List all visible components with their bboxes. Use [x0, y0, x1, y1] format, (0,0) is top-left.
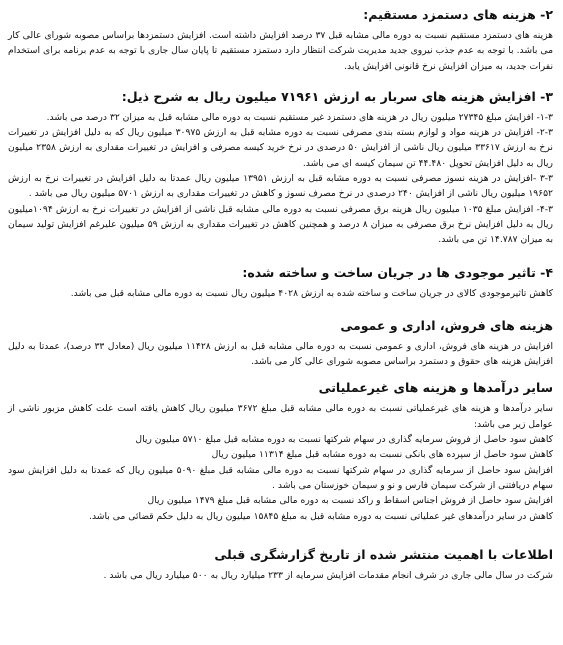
- section-intro: سایر درآمدها و هزینه های غیرعملیاتی نسبت به دوره مالی مشابه قبل مبلغ ۳۶۷۲ میلیون ریال کاهش یافته است علت کاهش مزبور ناشی از عوامل زیر می باشد:: [8, 403, 553, 430]
- non-operating-item: کاهش سود حاصل از فروش سرمایه گذاری در سهام شرکتها نسبت به دوره مشابه قبل مبلغ ۵۷۱۰ میلیون ریال: [135, 434, 553, 446]
- overhead-item: ۱-۳- افزایش مبلغ ۲۷۳۴۵ میلیون ریال در هزینه های دستمزد غیر مستقیم نسبت به دوره مالی مشابه قبل به میزان ۳۲ درصد می باشد.: [46, 111, 553, 123]
- section-heading: هزینه های فروش، اداری و عمومی: [340, 317, 553, 333]
- section-heading: ۴- تاثیر موجودی ها در جریان ساخت و ساخته شده:: [242, 264, 553, 280]
- overhead-item: ۲-۳- افزایش در هزینه مواد و لوازم بسته بندی مصرفی نسبت به دوره مشابه قبل به ارزش ۳۰۹۷۵ میلیون ریال که به دلیل افزایش در تغییرات نرخ به ارزش ۳۳۶۱۷ میلیون ریال ناشی از افزایش ۵۰ درصدی در نرخ خرید کیسه مصرفی و افزایش در تغییرات مقداری به ارزش ۲۳۵۸ میلیون ریال به دلیل افزایش تحویل ۴۴.۴۸۰ تن سیمان کیسه ای می باشد.: [8, 127, 553, 169]
- section-heading: اطلاعات با اهمیت منتشر شده از تاریخ گزارشگری قبلی: [214, 546, 553, 562]
- section-non-operating: [8, 379, 553, 523]
- overhead-item: ۴-۳- افزایش مبلغ ۱۰۳۵ میلیون ریال هزینه برق مصرفی نسبت به دوره مالی مشابه قبل ناشی از افزایش در تغییرات نرخ به ارزش ۱۰۹۴میلیون ریال به دلیل افزایش نرخ برق مصرفی به میزان ۸ درصد و همچنین کاهش در تغییرات مقداری به ارزش ۵۹ میلیون علیرغم افزایش تولید سیمان به میزان ۱۴.۷۸۷ تن می باشد.: [8, 203, 553, 246]
- non-operating-item: افزایش سود حاصل از سرمایه گذاری در سهام شرکتها نسبت به دوره مالی مشابه قبل مبلغ ۵۰۹۰ میلیون ریال که عمدتا به دلیل افزایش سود سهام دریافتنی از شرکت سیمان فارس و نو و سیمان خوزستان می باشد .: [8, 464, 553, 491]
- section-body: شرکت در سال مالی جاری در شرف انجام مقدمات افزایش سرمایه از ۲۳۳ میلیارد ریال به ۵۰۰ میلیارد ریال می باشد .: [103, 569, 553, 581]
- overhead-item: ۳-۳ -افزایش در هزینه نسوز مصرفی نسبت به دوره مشابه قبل به ارزش ۱۳۹۵۱ میلیون ریال عمدتا به دلیل افزایش در تغییرات نرخ به ارزش ۱۹۶۵۲ میلیون ریال ناشی از افزایش ۲۴۰ درصدی در نرخ مصرف نسوز و کاهش در تغییرات مقداری به ارزش ۵۷۰۱ میلیون ریال می باشد .: [8, 173, 553, 200]
- section-sga-expenses: [8, 317, 553, 370]
- section-heading: سایر درآمدها و هزینه های غیرعملیاتی: [318, 380, 553, 396]
- section-material-info: [8, 546, 553, 583]
- section-body: افزایش در هزینه های فروش، اداری و عمومی نسبت به دوره مالی مشابه قبل به ارزش ۱۱۴۲۸ میلیون ریال (معادل ۳۳ درصد)، عمدتا به دلیل افزایش هزینه های حقوق و دستمزد براساس مصوبه شورای عالی کار می باشد.: [8, 340, 554, 368]
- non-operating-item: افزایش سود حاصل از فروش اجناس اسقاط و راکد نسبت به دوره مالی مشابه قبل مبلغ ۱۴۷۹ میلیون ریال: [147, 495, 553, 507]
- section-body: کاهش تاثیرموجودی کالای در جریان ساخت و ساخته شده به ارزش ۴۰۲۸ میلیون ریال نسبت به دوره مالی مشابه قبل می باشد.: [70, 287, 553, 299]
- section-heading: ۲- هزینه های دستمزد مستقیم:: [363, 7, 553, 22]
- non-operating-item: کاهش سود حاصل از سپرده های بانکی نسبت به دوره مشابه قبل مبلغ ۱۱۳۱۴ میلیون ریال: [211, 449, 553, 461]
- section-body: هزینه های دستمزد مستقیم نسبت به دوره مالی مشابه قبل ۳۷ درصد افزایش داشته است. افزایش دستمزدها براساس مصوبه شورای عالی کار می باشد. با توجه به عدم جذب نیروی جدید مدیریت شرکت انتظار دارد دستمزد مستقیم تا پایان سال جاری با توجه به عدم برنامه برای استخدام نفرات جدید، به میزان افزایش نرخ قانونی افزایش یابد.: [8, 30, 553, 72]
- section-overhead: [8, 88, 553, 248]
- section-wip-inventory: [8, 264, 553, 301]
- section-direct-wages: [8, 6, 553, 74]
- section-heading: ۳- افزایش هزینه های سربار به ارزش ۷۱۹۶۱ میلیون ریال به شرح ذیل:: [121, 88, 553, 104]
- non-operating-item: کاهش در سایر درآمدهای غیر عملیاتی نسبت به دوره مشابه قبل به مبلغ ۱۵۸۴۵ میلیون ریال به دلیل حکم قضائی می باشد.: [89, 510, 553, 522]
